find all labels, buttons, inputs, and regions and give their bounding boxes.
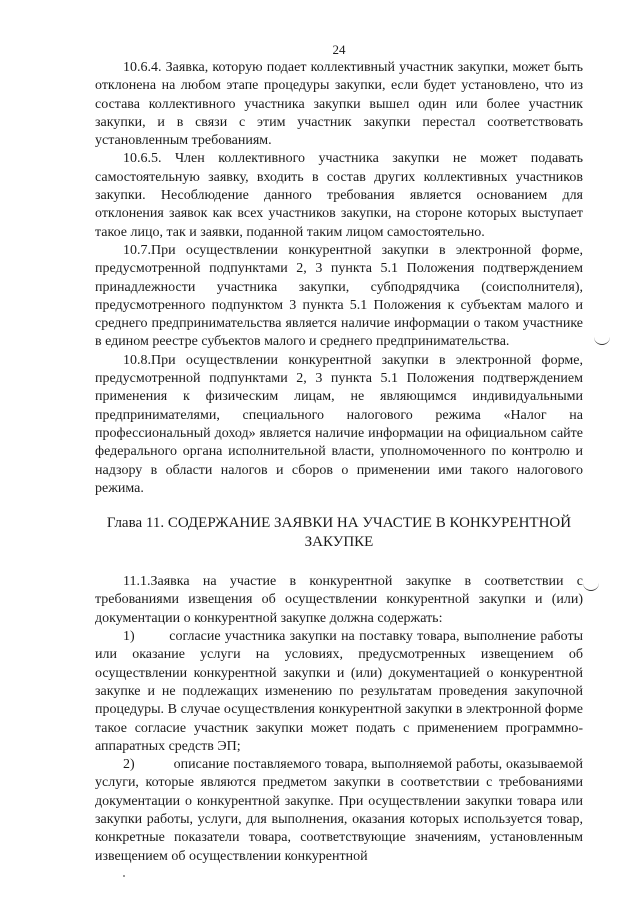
list-item-text: согласие участника закупки на поставку товара, выполнение работы или оказание услуги на условиях, предусмотренных извещением об осуществлении конкурентной закупки и (или) документацией о конкурентной закупке и не подлежащих изменению по результатам проведения закупочной процедуры. В случае осуществления конкурентной закупки в электронной форме такое согласие участник закупки может подать с применением программно-аппаратных средств ЭП; <box>95 629 584 754</box>
paragraph-10-7: 10.7.При осуществлении конкурентной закупки в электронной форме, предусмотренной подпунктами 2, 3 пункта 5.1 Положения подтверждением принадлежности участника закупки, субподрядчика (соисполнителя), предусмотренного подпунктом 3 пункта 5.1 Положения к субъектам малого и среднего предпринимательства является наличие информации о таком участнике в едином реестре субъектов малого и среднего предпринимательства. <box>95 242 583 350</box>
list-item-1 <box>95 628 583 756</box>
margin-pen-mark <box>594 336 610 345</box>
scan-speck <box>123 875 125 877</box>
list-item-number: 2) <box>123 757 135 773</box>
chapter-heading: Глава 11. СОДЕРЖАНИЕ ЗАЯВКИ НА УЧАСТИЕ В КОНКУРЕНТНОЙ ЗАКУПКЕ <box>106 515 572 551</box>
paragraph-11-1: 11.1.Заявка на участие в конкурентной закупке в соответствии с требованиями извещения об осуществлении конкурентной закупки и (или) документации о конкурентной закупке должна содержать: <box>95 574 583 626</box>
paragraph-10-8: 10.8.При осуществлении конкурентной закупки в электронной форме, предусмотренной подпунктами 2, 3 пункта 5.1 Положения подтверждением применения к физическим лицам, не являющимся индивидуальными предпринимателями, специального налогового режима «Налог на профессиональный доход» является наличие информации на официальном сайте федерального органа исполнительной власти, уполномоченного по контролю и надзору в области налогов и сборов о применении ими такого налогового режима. <box>95 352 583 496</box>
list-item-number: 1) <box>123 629 135 645</box>
list-item-2 <box>95 756 583 866</box>
page-number: 24 <box>332 42 346 57</box>
list-item-text: описание поставляемого товара, выполняемой работы, оказываемой услуги, которые являются предметом закупки в соответствии с требованиями документации о конкурентной закупке. При осуществлении закупки товара или закупки работы, услуги, для выполнения, оказания которых используется товар, конкретные показатели товара, соответствующие значениям, установленным извещением об осуществлении конкурентной <box>95 757 583 864</box>
document-body <box>95 59 583 866</box>
paragraph-10-6-5: 10.6.5. Член коллективного участника закупки не может подавать самостоятельную заявку, входить в состав других коллективных участников закупки. Несоблюдение данного требования является основанием для отклонения заявок как всех участников закупки, на стороне которых выступает такое лицо, так и заявки, поданной таким лицом самостоятельно. <box>95 151 583 240</box>
paragraph-10-6-4: 10.6.4. Заявка, которую подает коллективный участник закупки, может быть отклонена на любом этапе процедуры закупки, если будет установлено, что из состава коллективного участника закупки вышел один или более участник закупки, и в связи с этим участник закупки перестал соответствовать установленным требованиям. <box>95 60 583 149</box>
margin-pen-mark <box>583 582 599 591</box>
